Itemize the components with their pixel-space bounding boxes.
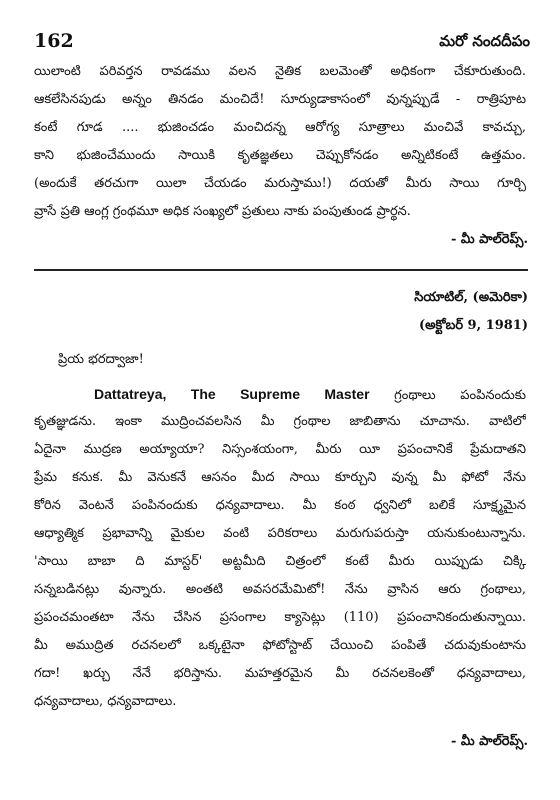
text-line: సన్నబడినట్లు వున్నారు. అంతటి అవసరమేమిటో! నేను వ్రాసిన ఆరు గ్రంథాలు,: [34, 582, 526, 597]
letter-one-signature: - మీ పాల్‌రెప్స్.: [450, 232, 528, 247]
letter-one-body: [34, 58, 526, 226]
letter-two-signature: - మీ పాల్‌రెప్స్.: [450, 734, 528, 749]
text-line: కాని భుజించేముందు సాయికి కృతజ్ఞతలు చెప్పుకోనడం అన్నిటికంటే ఉత్తమం.: [34, 148, 526, 163]
text-line: కంటే గూడ .... భుజించడం మంచిదన్న ఆరోగ్య సూత్రాలు మంచివే కావచ్చు,: [34, 120, 526, 135]
text-fragment: గ్రంథాలు పంపినందుకు: [369, 388, 526, 403]
text-line: ప్రేమ కనుక. మీ వెనుకనే ఆసనం మీద సాయి కూర్చుని వున్న మీ ఫోటో నేను: [34, 470, 526, 485]
text-line: ప్రపంచమంతటా నేను చేసిన ప్రసంగాల క్యాసెట్లు (110) ప్రపంచానికందుతున్నాయి.: [34, 610, 526, 625]
text-line: మీ అముద్రిత రచనలలో ఒక్కటైనా ఫోటోస్టాట్ చేయించి పంపితే చదువుకుంటాను: [34, 638, 526, 653]
section-divider: [34, 269, 528, 271]
text-line: ఏదైనా ముద్రణ అయ్యాయా? నిస్సంశయంగా, మీరు యీ ప్రపంచానికే ప్రేమదాతని: [34, 442, 526, 457]
text-line: (అందుకే తరచుగా యిలా చేయడం మరుస్తాము!) దయతో మీరు సాయి గూర్చి: [34, 176, 526, 191]
letter-two-body: [34, 380, 526, 716]
letter-salutation: ప్రియ భరద్వాజా!: [58, 352, 144, 367]
page-header: [34, 30, 530, 60]
text-line: గదా! ఖర్చు నేనే భరిస్తాను. మహత్తరమైన మీ రచనలకెంతో ధన్యవాదాలు,: [34, 666, 526, 681]
book-title: Dattatreya, The Supreme Master: [94, 386, 370, 402]
text-line: కృతజ్ఞుడను. ఇంకా ముద్రించవలసిన మీ గ్రంథాల జాబితాను చూచాను. వాటిలో: [34, 414, 526, 429]
letter-place: సియాటిల్, (అమెరికా): [414, 290, 528, 305]
text-line-first: [34, 380, 526, 408]
text-line: 'సాయి బాబా ది మాస్టర్' అట్టమీది చిత్రంలో కంటే మీరు యిప్పుడు చిక్కి: [34, 554, 526, 569]
text-line: యిలాంటి పరివర్తన రావడము వలన నైతిక బలమెంతో అధికంగా చేకూరుతుంది.: [34, 64, 526, 79]
text-line: ఆకలేసినపుడు అన్నం తినడం మంచిదే! సూర్యుడాకాసంలో వున్నప్పుడే - రాత్రిపూట: [34, 92, 526, 107]
text-line: కోరిన వెంటనే పంపినందుకు ధన్యవాదాలు. మీ కంఠ ధ్వనిలో బలికే సూక్ష్మమైన: [34, 498, 526, 513]
page-number: 162: [34, 30, 74, 52]
text-line: ఆధ్యాత్మిక ప్రభావాన్ని మైకుల వంటి పరికరాలు మరుగుపరుస్తా యనుకుంటున్నాను.: [34, 526, 526, 541]
letter-date: (అక్టోబర్ 9, 1981): [418, 318, 528, 333]
text-line: ధన్యవాదాలు, ధన్యవాదాలు.: [34, 694, 177, 709]
running-title: మరో నందదీపం: [439, 32, 530, 50]
text-line: వ్రాసే ప్రతి ఆంగ్ల గ్రంథమూ అధిక సంఖ్యలో ప్రతులు నాకు పంపుతుండ ప్రార్థన.: [34, 204, 411, 219]
